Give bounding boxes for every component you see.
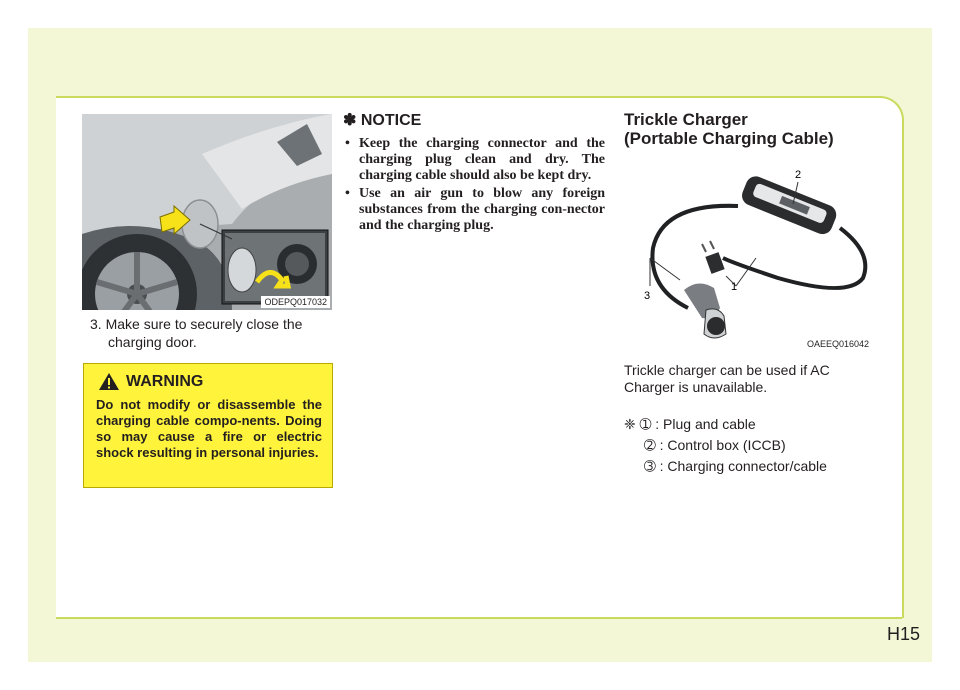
notice-section (343, 110, 605, 236)
heading-line1: Trickle Charger (624, 110, 748, 129)
step-text-line2: charging door. (108, 334, 197, 350)
page-number: H15 (886, 624, 920, 644)
legend-mark-icon: ❈ (624, 416, 636, 432)
legend-text: : Plug and cable (655, 416, 756, 432)
trickle-charger-illustration (628, 158, 878, 354)
trickle-charger-description: Trickle charger can be used if AC Charger is unavailable. (624, 362, 830, 395)
legend-item (624, 414, 827, 435)
legend-item (624, 435, 827, 456)
callout-1: 1 (731, 281, 738, 293)
notice-item: • Use an air gun to blow any foreign substances from the charging con-nector and the charging plug. (345, 186, 605, 233)
warning-title: WARNING (126, 372, 204, 390)
heading-line2: (Portable Charging Cable) (624, 129, 834, 148)
warning-header (98, 372, 322, 391)
legend-number: ➀ (639, 416, 652, 432)
legend-text: : Control box (ICCB) (659, 437, 786, 453)
step-text-line1: Make sure to securely close the (105, 316, 303, 332)
trickle-charger-heading (624, 110, 834, 148)
charging-door-illustration (82, 114, 332, 310)
callout-2: 2 (795, 169, 802, 181)
photo-code: OAEEQ016042 (804, 338, 872, 350)
legend-number: ➁ (644, 437, 656, 453)
notice-list (343, 136, 605, 234)
notice-title: ✽ NOTICE (343, 112, 422, 129)
warning-text: Do not modify or disassemble the charging cable compo-nents. Doing so may cause a fire or electric shock resulting in personal injuries. (96, 397, 322, 460)
charging-door-photo (82, 114, 332, 310)
trickle-charger-photo (628, 158, 878, 354)
legend-item (624, 456, 827, 477)
warning-box (83, 363, 333, 488)
legend-text: : Charging connector/cable (659, 458, 827, 474)
notice-item: • Keep the charging connector and the charging plug clean and dry. The charging cable should also be kept dry. (345, 136, 605, 183)
callout-3: 3 (644, 290, 651, 302)
warning-triangle-icon (98, 372, 120, 391)
legend-number: ➂ (644, 458, 656, 474)
component-legend (624, 414, 827, 477)
bullet-icon: • (345, 186, 350, 201)
step-3 (90, 315, 334, 351)
photo-code: ODEPQ017032 (261, 296, 330, 308)
footer-rule (56, 617, 902, 619)
step-number: 3. (90, 316, 102, 332)
bullet-icon: • (345, 136, 350, 151)
